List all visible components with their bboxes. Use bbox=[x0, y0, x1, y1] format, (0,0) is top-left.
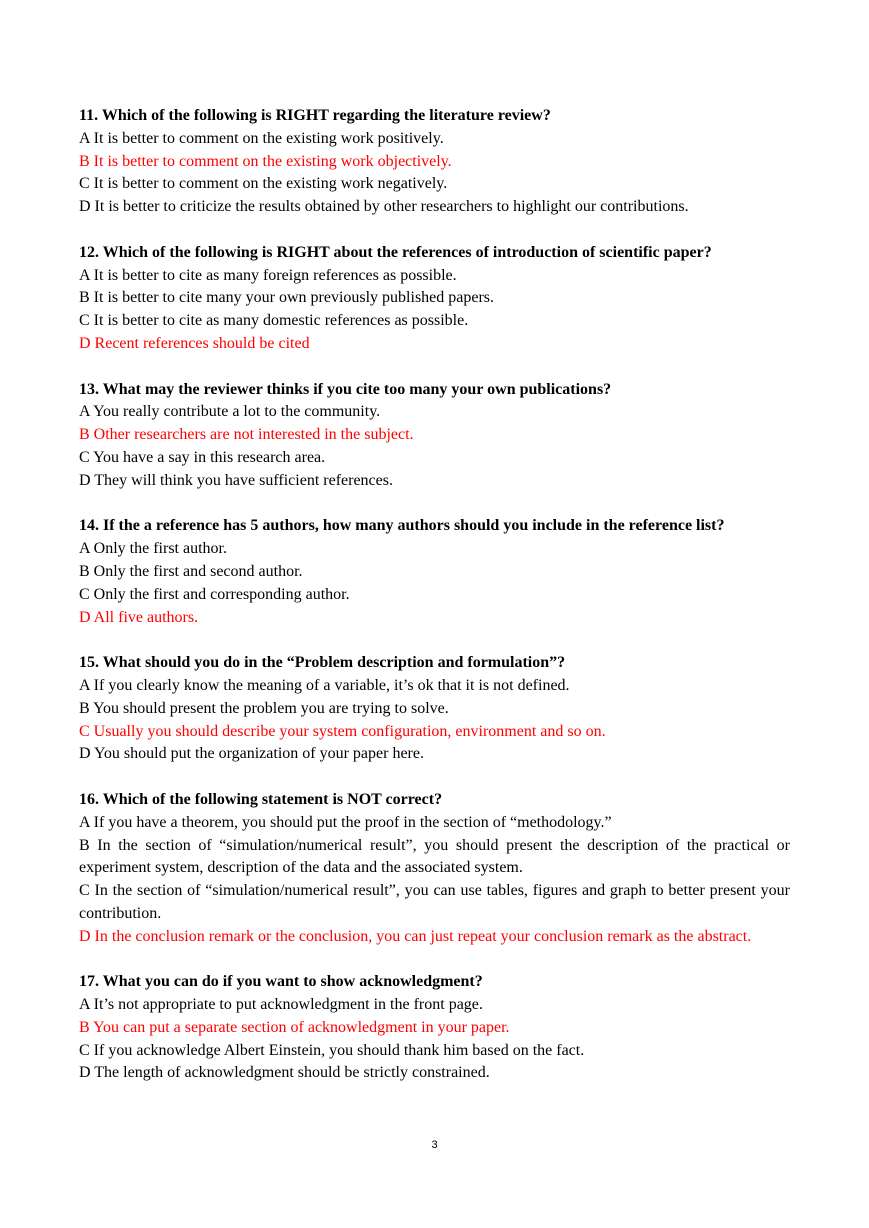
option-a: A It is better to comment on the existing work positively. bbox=[79, 129, 444, 147]
option-c: C In the section of “simulation/numerical result”, you can use tables, figures and graph to better present your contribution. bbox=[79, 882, 790, 922]
option-b: B In the section of “simulation/numerical result”, you should present the description of the practical or experiment system, description of the data and the associated system. bbox=[79, 836, 790, 877]
question-16 bbox=[79, 789, 790, 949]
page-number: 3 bbox=[431, 1139, 438, 1151]
option-b: B You should present the problem you are trying to solve. bbox=[79, 699, 449, 717]
question-12 bbox=[79, 242, 790, 356]
question-title: 14. If the a reference has 5 authors, how many authors should you include in the reference list? bbox=[79, 517, 725, 535]
option-a: A It is better to cite as many foreign references as possible. bbox=[79, 266, 457, 284]
option-c: C You have a say in this research area. bbox=[79, 448, 326, 466]
option-d: D The length of acknowledgment should be strictly constrained. bbox=[79, 1064, 490, 1082]
option-d: D They will think you have sufficient references. bbox=[79, 471, 393, 489]
option-b: B It is better to cite many your own previously published papers. bbox=[79, 289, 495, 307]
option-a: A If you clearly know the meaning of a variable, it’s ok that it is not defined. bbox=[79, 676, 570, 694]
option-a: A If you have a theorem, you should put the proof in the section of “methodology.” bbox=[79, 813, 612, 831]
question-title: 16. Which of the following statement is NOT correct? bbox=[79, 790, 443, 808]
question-15 bbox=[79, 652, 790, 766]
option-d: D You should put the organization of your paper here. bbox=[79, 745, 424, 763]
option-b: B Only the first and second author. bbox=[79, 562, 303, 580]
question-14 bbox=[79, 515, 790, 629]
option-d: D It is better to criticize the results obtained by other researchers to highlight our contributions. bbox=[79, 198, 689, 216]
question-title: 15. What should you do in the “Problem description and formulation”? bbox=[79, 654, 566, 672]
option-a: A Only the first author. bbox=[79, 540, 227, 558]
question-13 bbox=[79, 379, 790, 493]
option-b: B Other researchers are not interested in the subject. bbox=[79, 426, 414, 444]
question-title: 11. Which of the following is RIGHT regarding the literature review? bbox=[79, 107, 551, 124]
option-b: B You can put a separate section of acknowledgment in your paper. bbox=[79, 1018, 510, 1036]
option-c: C It is better to comment on the existing work negatively. bbox=[79, 175, 448, 193]
option-d: D Recent references should be cited bbox=[79, 334, 310, 352]
question-title: 13. What may the reviewer thinks if you cite too many your own publications? bbox=[79, 380, 612, 398]
option-c: C If you acknowledge Albert Einstein, you should thank him based on the fact. bbox=[79, 1041, 585, 1059]
option-a: A It’s not appropriate to put acknowledgment in the front page. bbox=[79, 996, 483, 1014]
option-c: C Only the first and corresponding author. bbox=[79, 585, 350, 603]
option-d: D All five authors. bbox=[79, 608, 199, 626]
option-c: C It is better to cite as many domestic references as possible. bbox=[79, 312, 469, 330]
option-c: C Usually you should describe your system configuration, environment and so on. bbox=[79, 722, 606, 740]
question-title: 12. Which of the following is RIGHT about the references of introduction of scientific paper? bbox=[79, 243, 712, 261]
document-page bbox=[79, 105, 790, 1108]
option-d: D In the conclusion remark or the conclusion, you can just repeat your conclusion remark as the abstract. bbox=[79, 927, 752, 945]
option-a: A You really contribute a lot to the community. bbox=[79, 403, 381, 421]
question-title: 17. What you can do if you want to show acknowledgment? bbox=[79, 973, 483, 991]
question-17 bbox=[79, 971, 790, 1085]
question-11 bbox=[79, 105, 790, 219]
option-b: B It is better to comment on the existing work objectively. bbox=[79, 152, 452, 170]
